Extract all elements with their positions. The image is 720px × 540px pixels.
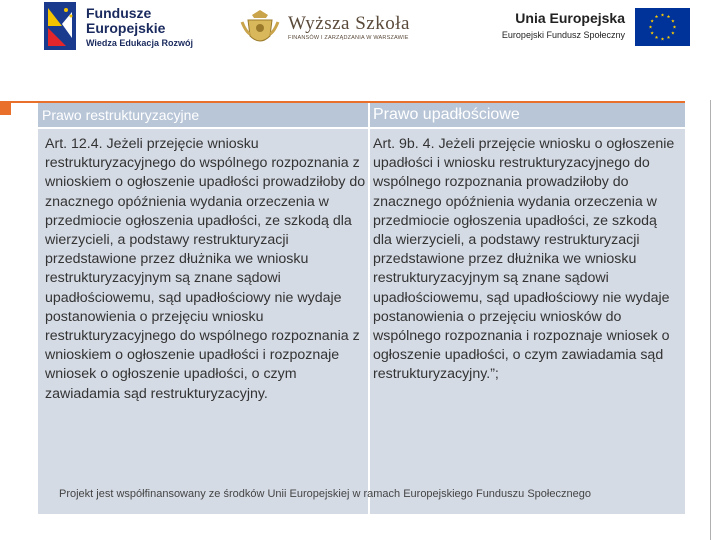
ue-subtitle: Europejski Fundusz Społeczny [501,30,625,40]
divider-line [710,100,711,540]
accent-strip [0,101,11,115]
wyzsza-szkola-logo [238,6,438,50]
fundusze-europejskie-logo [44,2,219,54]
fe-line3: Wiedza Edukacja Rozwój [86,38,193,48]
fe-text [86,6,193,50]
header-prawo-upadlosciowe: Prawo upadłościowe [373,106,520,123]
unia-europejska-logo [500,8,690,48]
fe-mark-icon [44,2,76,50]
ue-title: Unia Europejska [515,10,625,26]
table-header [38,103,685,129]
fe-line2: Europejskie [86,20,166,36]
footer-note: Projekt jest współfinansowany ze środków Unii Europejskiej w ramach Europejskiego Funduszu Społecznego [59,488,591,500]
comparison-table [38,103,685,514]
ws-name: Wyższa Szkoła [288,13,410,34]
fe-line1: Fundusze [86,5,152,21]
eu-flag-icon [635,8,690,46]
cell-upadlosciowe: Art. 9b. 4. Jeżeli przejęcie wniosku o ogłoszenie upadłości i wniosku restrukturyzacyjnego do wspólnego rozpoznania prowadziłoby do znacznego opóźnienia wydania orzeczenia w przedmiocie ogłoszenia upadłości, ze szkodą dla wierzycieli, a podstawy restrukturyzacji przedstawione przez dłużnika we wniosku restrukturyzacyjnym są znane sądowi upadłościowemu, sąd upadłościowy nie wydaje postanowienia o przejęciu wniosków do wspólnego rozpoznania i rozpoznaje wniosek o ogłoszenie upadłości, o czym zawiadamia sąd restrukturyzacyjny.”; [373,136,675,383]
header-prawo-restrukturyzacyjne: Prawo restrukturyzacyjne [42,107,200,123]
column-separator [368,103,370,514]
cell-restrukturyzacyjne: Art. 12.4. Jeżeli przejęcie wniosku restrukturyzacyjnego do wspólnego rozpoznania z wnioskiem o ogłoszenie upadłości prowadziłoby do znacznego opóźnienia wydania orzeczenia w przedmiocie ogłoszenia upadłości, ze szkodą dla wierzycieli, a podstawy restrukturyzacji przedstawione przez dłużnika we wniosku restrukturyzacyjnym są znane sądowi upadłościowemu, sąd upadłościowy nie wydaje postanowienia o przejęciu wniosku restrukturyzacyjnego do wspólnego rozpoznania z wnioskiem o ogłoszenie upadłości i rozpoznaje wniosek o ogłoszenie upadłości, o czym zawiadamia sąd restrukturyzacyjny. [45,136,366,402]
crest-icon [238,6,282,50]
ws-subtitle: FINANSÓW I ZARZĄDZANIA W WARSZAWIE [288,35,409,41]
